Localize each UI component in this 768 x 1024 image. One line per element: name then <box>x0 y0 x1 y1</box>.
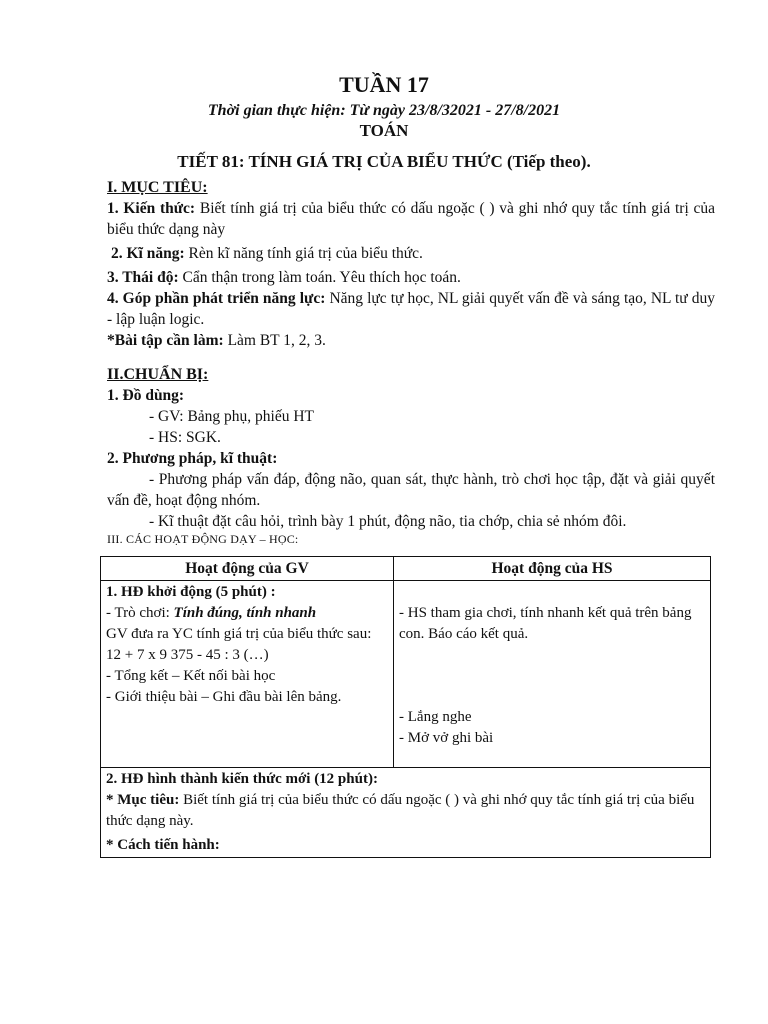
techniques-text: - Kĩ thuật đặt câu hỏi, trình bày 1 phút, động não, tia chớp, chia sẻ nhóm đôi. <box>149 513 627 530</box>
intro-line: - Giới thiệu bài – Ghi đầu bài lên bảng. <box>106 689 342 705</box>
time-subtitle: Thời gian thực hiện: Từ ngày 23/8/32021 - 27/8/2021 <box>207 102 561 119</box>
knowledge-label: 1. Kiến thức: <box>107 200 196 217</box>
preparation-heading: II.CHUẨN BỊ: <box>107 366 209 383</box>
tools-label: 1. Đồ dùng: <box>107 387 185 404</box>
methods-label: 2. Phương pháp, kĩ thuật: <box>107 450 278 467</box>
col-gv-header: Hoạt động của GV <box>101 557 394 581</box>
exercise-paragraph <box>107 330 715 351</box>
week-title: TUẦN 17 <box>339 72 429 97</box>
methods-text: - Phương pháp vấn đáp, động não, quan sát, thực hành, trò chơi học tập, đặt và giải quyết vấn đề, hoạt động nhóm. <box>107 471 715 509</box>
warmup-row <box>101 581 711 768</box>
exercise-text: Làm BT 1, 2, 3. <box>223 332 326 349</box>
col-hs-header: Hoạt động của HS <box>394 557 711 581</box>
procedure-label: * Cách tiến hành: <box>106 837 220 853</box>
lesson-title: TIẾT 81: TÍNH GIÁ TRỊ CỦA BIỂU THỨC (Tiếp theo). <box>177 152 591 171</box>
summary-line: - Tổng kết – Kết nối bài học <box>106 668 276 684</box>
activities-heading: III. CÁC HOẠT ĐỘNG DẠY – HỌC: <box>107 532 299 546</box>
preparation-section <box>107 364 715 532</box>
warmup-gv-cell <box>101 581 394 768</box>
goal-text: Biết tính giá trị của biểu thức có dấu ngoặc ( ) và ghi nhớ quy tắc tính giá trị của biểu thức dạng này. <box>106 792 695 829</box>
competence-paragraph <box>107 288 715 330</box>
competence-label: 4. Góp phần phát triển năng lực: <box>107 290 326 307</box>
exercise-label: *Bài tập cần làm: <box>107 332 224 349</box>
attitude-label: 3. Thái độ: <box>107 269 179 286</box>
tools-gv: - GV: Bảng phụ, phiếu HT <box>149 408 315 425</box>
goal-paragraph <box>106 790 705 832</box>
skill-text: Rèn kĩ năng tính giá trị của biểu thức. <box>184 245 423 262</box>
competence-text: Năng lực tự học, NL giải quyết vấn đề và sáng tạo, NL tư duy - lập luận logic. <box>107 290 715 328</box>
new-knowledge-title: 2. HĐ hình thành kiến thức mới (12 phút): <box>106 771 378 787</box>
objectives-heading: I. MỤC TIÊU: <box>107 179 208 196</box>
new-knowledge-row <box>101 768 711 858</box>
gv-task: GV đưa ra YC tính giá trị của biểu thức sau: 12 + 7 x 9 375 - 45 : 3 (…) <box>106 626 372 663</box>
warmup-hs-cell <box>394 581 711 768</box>
hs-listen: - Lắng nghe <box>399 709 472 725</box>
activities-table <box>100 556 711 858</box>
objectives-section <box>107 177 715 351</box>
subject-title: TOÁN <box>359 121 409 140</box>
attitude-text: Cẩn thận trong làm toán. Yêu thích học toán. <box>178 269 461 286</box>
tools-hs: - HS: SGK. <box>149 429 221 446</box>
table-header-row <box>101 557 711 581</box>
goal-label: * Mục tiêu: <box>106 792 180 808</box>
knowledge-paragraph <box>107 198 715 240</box>
game-name: Tính đúng, tính nhanh <box>173 605 317 621</box>
game-line <box>106 603 388 624</box>
skill-label: 2. Kĩ năng: <box>111 245 185 262</box>
knowledge-text: Biết tính giá trị của biểu thức có dấu ngoặc ( ) và ghi nhớ quy tắc tính giá trị của biểu thức dạng này <box>107 200 715 238</box>
skill-paragraph <box>107 243 715 264</box>
hs-play: - HS tham gia chơi, tính nhanh kết quả trên bảng con. Báo cáo kết quả. <box>399 605 692 642</box>
hs-notebook: - Mở vở ghi bài <box>399 730 494 746</box>
new-knowledge-cell <box>101 768 711 858</box>
warmup-title: 1. HĐ khởi động (5 phút) : <box>106 584 276 600</box>
attitude-paragraph <box>107 267 715 288</box>
game-prefix: - Trò chơi: <box>106 605 174 621</box>
